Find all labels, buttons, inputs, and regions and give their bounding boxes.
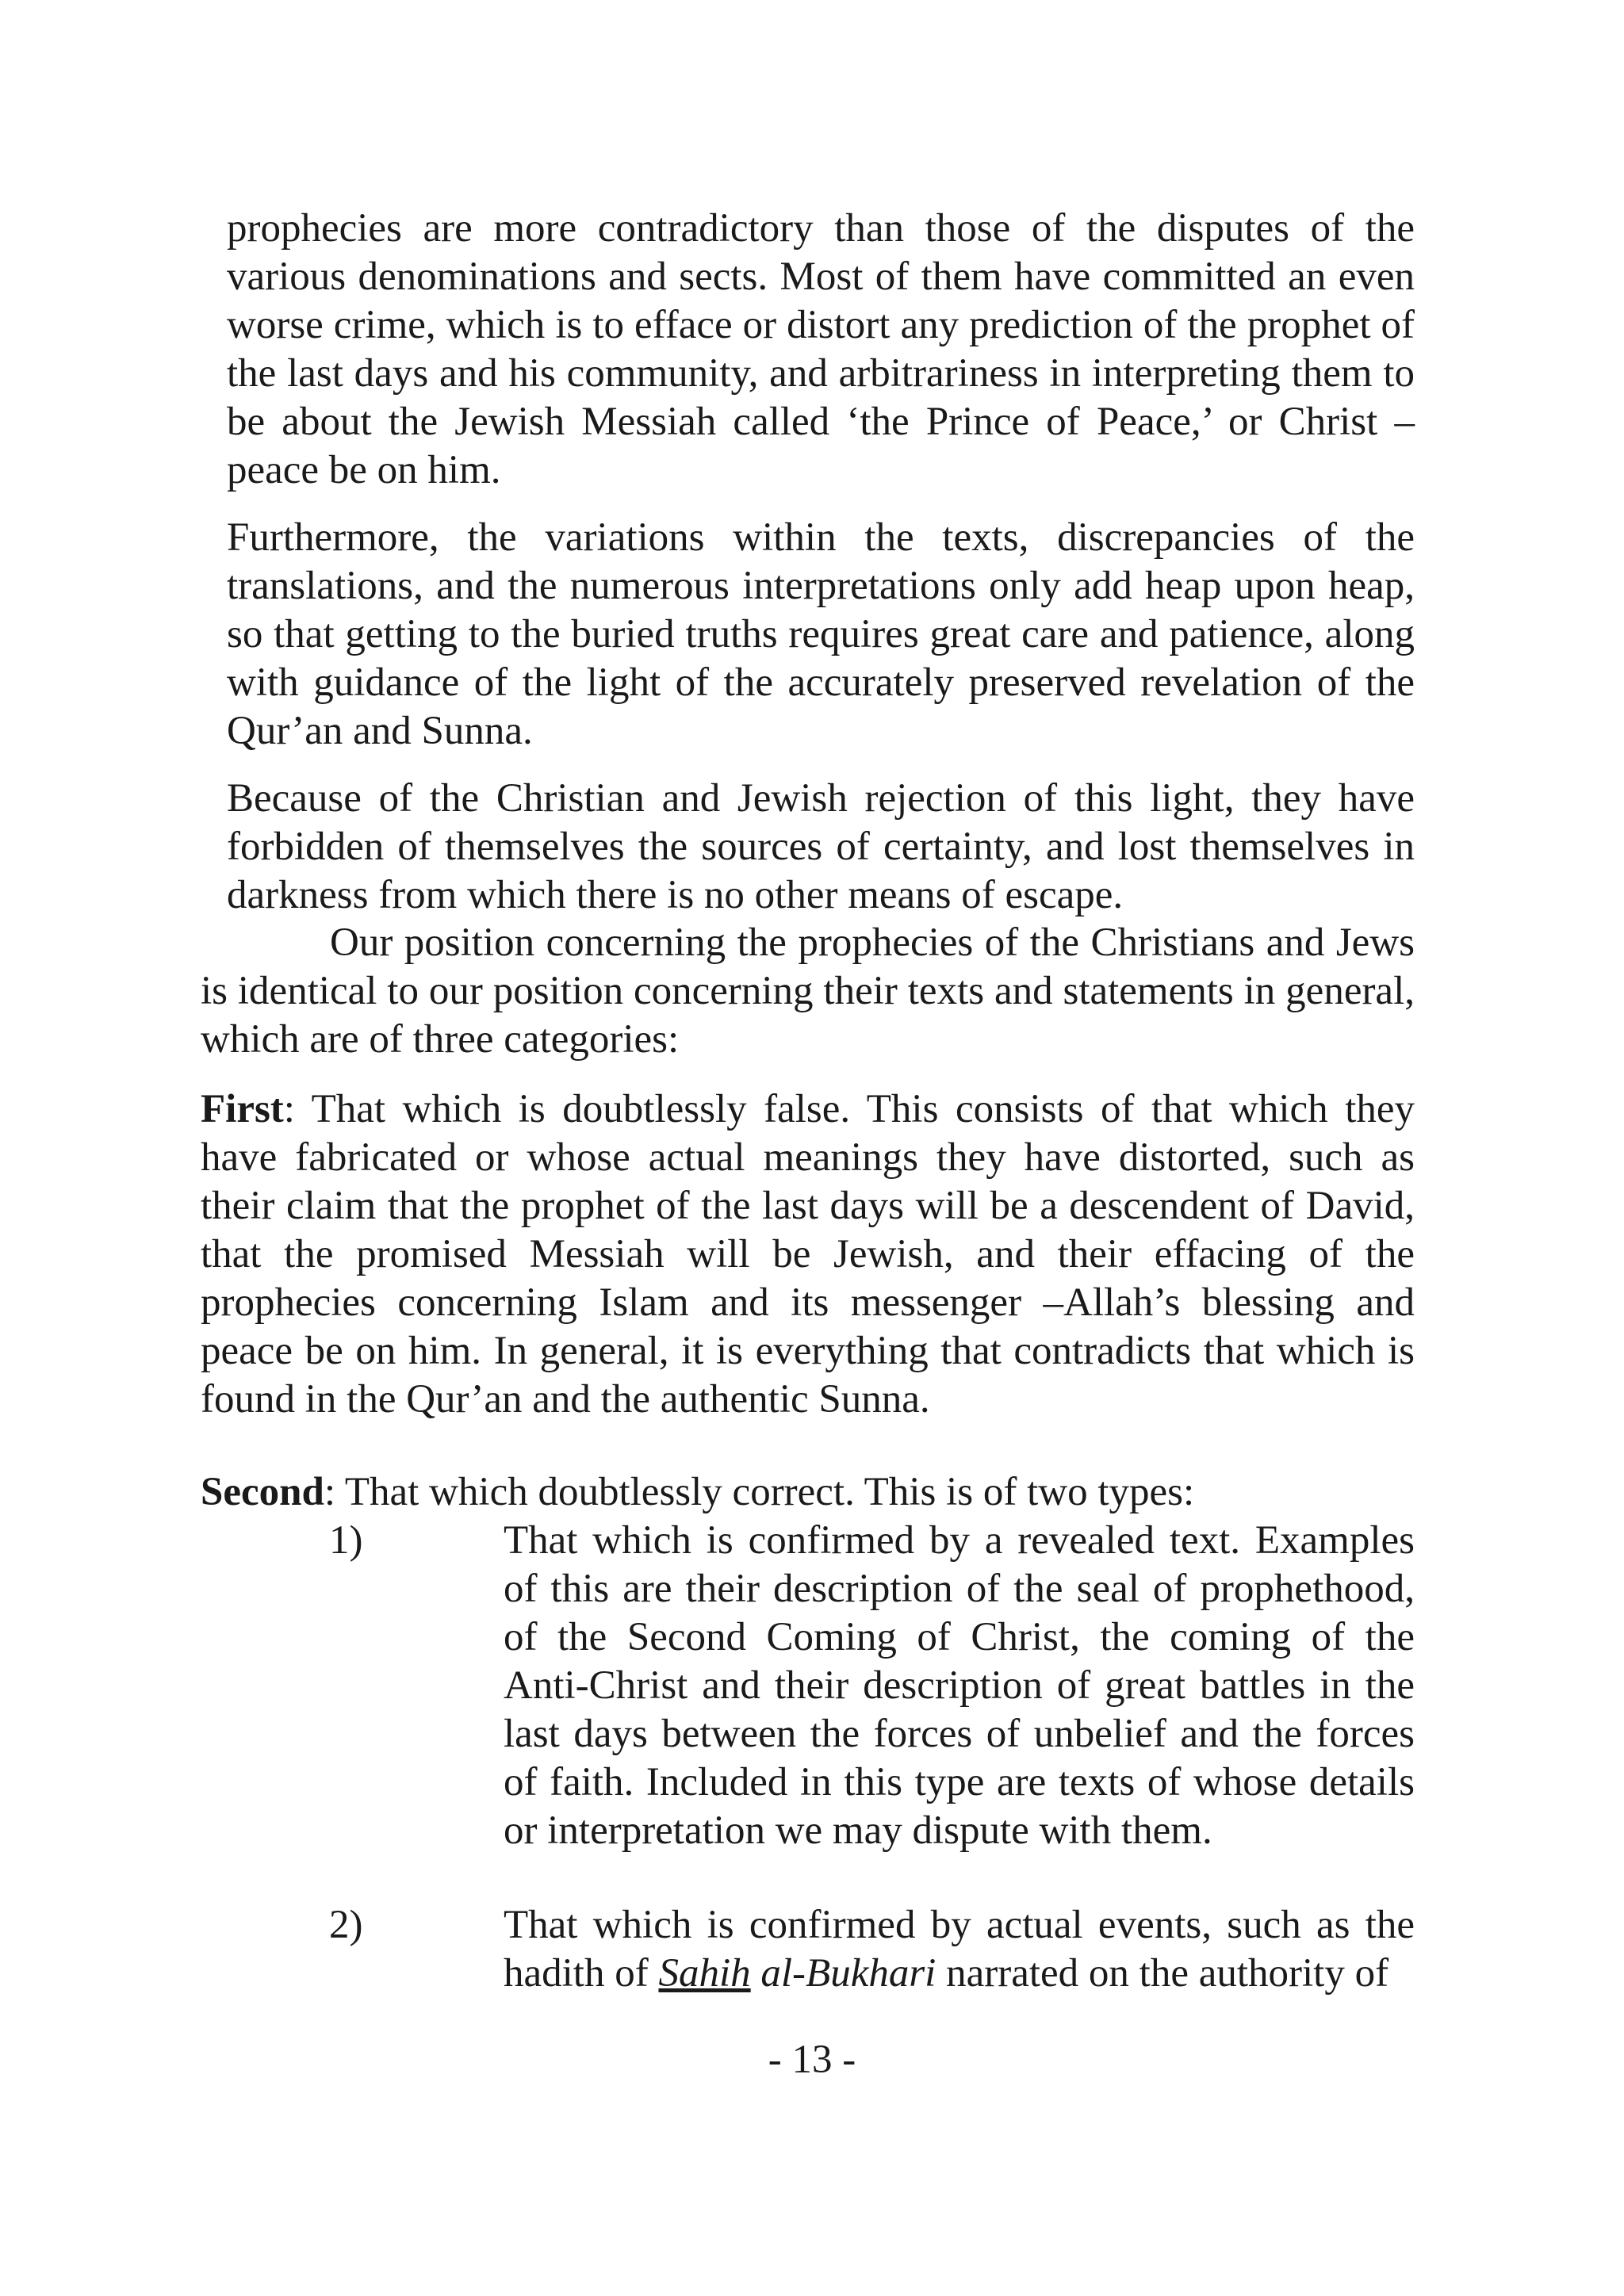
paragraph-variations-texts: Furthermore, the variations within the texts, discrepancies of the translations, and the numerous interpretations only add heap upon heap, so that getting to the buried truths requires great care and patience, along with guidance of the light of the accurately preserved revelation of the Qur’an and Sunna. — [227, 515, 1415, 753]
paragraph-first-category — [201, 1085, 1415, 1424]
list-item-text — [504, 1901, 1415, 1998]
second-text: : That which doubtlessly correct. This is of two types: — [324, 1470, 1195, 1514]
first-label: First — [201, 1087, 284, 1131]
list-number: 1) — [329, 1518, 363, 1563]
paragraph-second-category — [201, 1468, 1415, 1517]
item2-text-after: narrated on the authority of — [936, 1951, 1389, 1996]
second-label: Second — [201, 1470, 324, 1514]
book-title-bukhari: al-Bukhari — [750, 1951, 936, 1996]
list-item-text: That which is confirmed by a revealed text. Examples of this are their description of the seal of prophethood, of the Second Coming of Christ, the coming of the Anti-Christ and their description of great battles in the last days between the forces of unbelief and the forces of faith. Included in this type are texts of whose details or interpretation we may dispute with them. — [504, 1518, 1415, 1853]
paragraph-rejection-of-light: Because of the Christian and Jewish rejection of this light, they have forbidden of themselves the sources of certainty, and lost themselves in darkness from which there is no other means of escape. — [227, 776, 1415, 917]
first-text: : That which is doubtlessly false. This consists of that which they have fabricated or whose actual meanings they have distorted, such as their claim that the prophet of the last days will be a descendent of David, that the promised Messiah will be Jewish, and their effacing of the prophecies concerning Islam and its messenger –Allah’s blessing and peace be on him. In general, it is everything that contradicts that which is found in the Qur’an and the authentic Sunna. — [201, 1087, 1415, 1422]
paragraph-prophecies-contradictory: prophecies are more contradictory than those of the disputes of the various denominations and sects. Most of them have committed an even worse crime, which is to efface or distort any prediction of the prophet of the last days and his community, and arbitrariness in interpreting them to be about the Jewish Messiah called ‘the Prince of Peace,’ or Christ –peace be on him. — [227, 206, 1415, 492]
book-title-sahih: Sahih — [658, 1951, 751, 1996]
list-number: 2) — [329, 1903, 363, 1947]
page-number: - 13 - — [768, 2038, 856, 2082]
item2-text-before: That which is confirmed by actual events, such as the hadith of — [504, 1903, 1415, 1996]
paragraph-our-position: Our position concerning the prophecies of the Christians and Jews is identical to our position concerning their texts and statements in general, which are of three categories: — [201, 920, 1415, 1062]
